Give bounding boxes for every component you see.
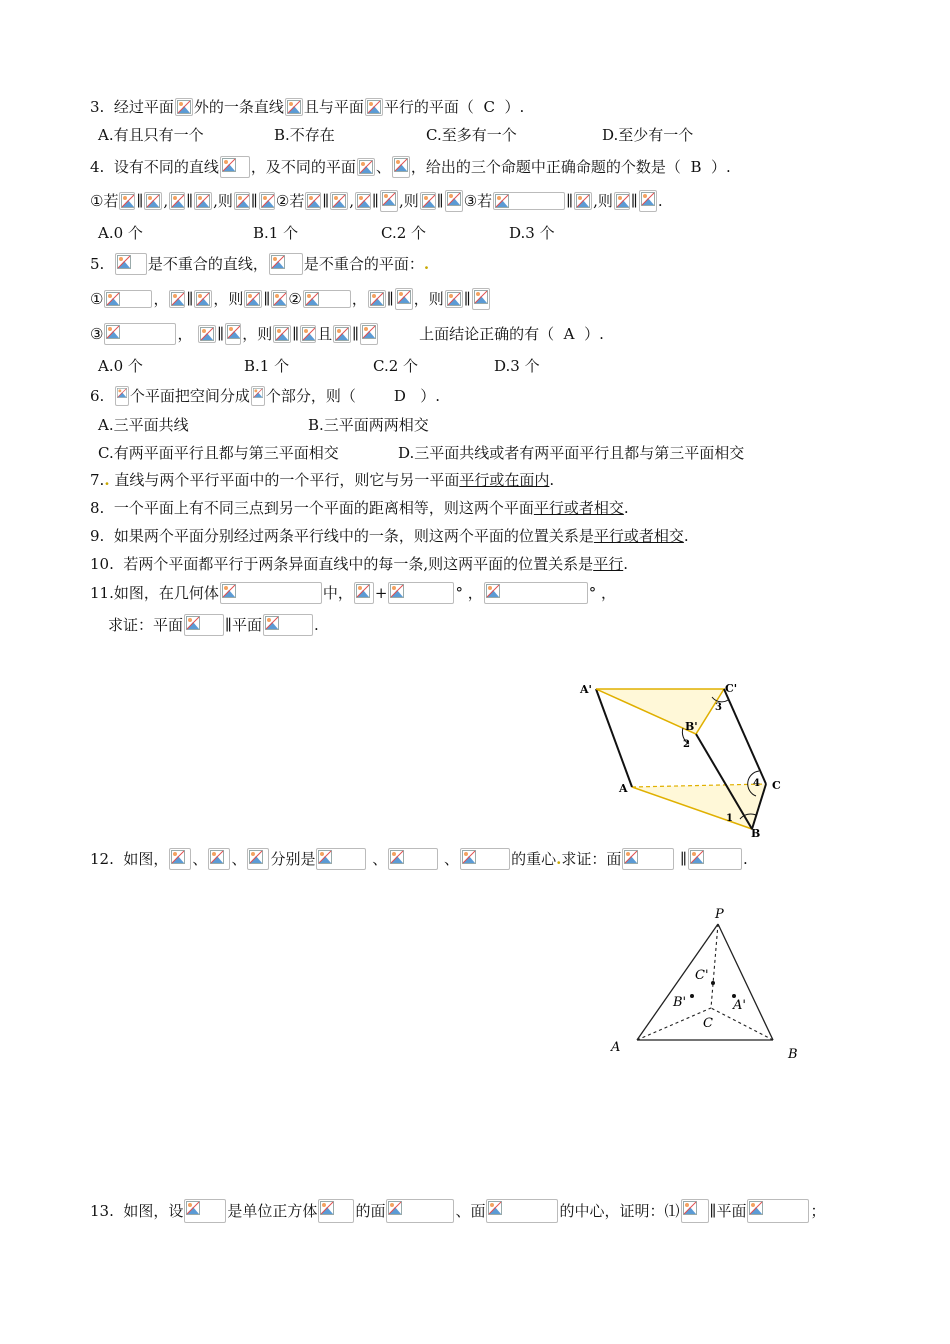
broken-image-icon: [106, 325, 120, 339]
broken-image-icon: [227, 325, 241, 339]
formula-image-placeholder: [484, 582, 588, 604]
label-4: 4: [753, 778, 760, 789]
q3-num: 3.: [90, 98, 105, 116]
broken-image-icon: [397, 290, 411, 304]
q4-option-c: C.2 个: [381, 224, 427, 242]
q5-num: 5.: [90, 255, 105, 273]
q9-num: 9.: [90, 527, 105, 545]
q12-num: 12.: [90, 850, 114, 868]
formula-image-placeholder: [395, 288, 413, 310]
broken-image-icon: [624, 850, 638, 864]
q10-answer: 平行: [593, 555, 624, 573]
q6-option-b: B.三平面两两相交: [308, 416, 429, 434]
formula-image-placeholder: [574, 192, 592, 210]
broken-image-icon: [222, 158, 236, 172]
broken-image-icon: [249, 850, 263, 864]
broken-image-icon: [186, 616, 200, 630]
formula-image-placeholder: [303, 290, 351, 308]
broken-image-icon: [171, 850, 185, 864]
formula-image-placeholder: [639, 190, 657, 212]
q3-option-a: A.有且只有一个: [98, 126, 204, 144]
q6-option-a: A.三平面共线: [98, 416, 189, 434]
formula-image-placeholder: [472, 288, 490, 310]
q8-answer: 平行或者相交: [533, 499, 624, 517]
formula-image-placeholder: [208, 848, 230, 870]
q5-answer: A: [563, 325, 575, 343]
broken-image-icon: [367, 100, 381, 114]
q11-num: 11.: [90, 584, 114, 602]
formula-image-placeholder: [460, 848, 510, 870]
q11-prism-diagram: [575, 672, 790, 842]
broken-image-icon: [318, 850, 332, 864]
broken-image-icon: [307, 194, 321, 208]
formula-image-placeholder: [420, 192, 436, 210]
label-A1: A': [733, 998, 746, 1013]
q3-answer: C: [483, 98, 495, 116]
label-C1: C': [725, 682, 738, 695]
broken-image-icon: [302, 327, 316, 341]
broken-image-icon: [495, 194, 509, 208]
formula-image-placeholder: [388, 582, 454, 604]
formula-image-placeholder: [104, 290, 152, 308]
broken-image-icon: [210, 850, 224, 864]
broken-image-icon: [335, 327, 349, 341]
broken-image-icon: [196, 292, 210, 306]
q6-answer: D: [393, 387, 406, 405]
broken-image-icon: [305, 292, 319, 306]
broken-image-icon: [265, 616, 279, 630]
broken-image-icon: [616, 194, 630, 208]
q6-options-ab: [98, 414, 429, 436]
q3-option-c: C.至多有一个: [426, 126, 517, 144]
broken-image-icon: [236, 194, 250, 208]
broken-image-icon: [246, 292, 260, 306]
q9-answer: 平行或者相交: [593, 527, 684, 545]
formula-image-placeholder: [285, 98, 303, 116]
q5-option-c: C.2 个: [373, 357, 419, 375]
q5-stem: 5. 是不重合的直线， 是不重合的平面： .: [90, 255, 430, 273]
broken-image-icon: [356, 584, 370, 598]
broken-image-icon: [690, 850, 704, 864]
broken-image-icon: [362, 325, 376, 339]
formula-image-placeholder: [119, 192, 135, 210]
label-A1: A': [580, 683, 592, 696]
centroid-B1: [690, 994, 694, 998]
broken-image-icon: [146, 194, 160, 208]
q4-stem: 4. 设有不同的直线 ，及不同的平面 、 ，给出的三个命题中正确命题的个数是（ B ）.: [90, 158, 731, 176]
broken-image-icon: [390, 850, 404, 864]
broken-image-icon: [447, 292, 461, 306]
broken-image-icon: [382, 192, 396, 206]
q12-stem: 12. 如图， 、 、 分别是 、 、 的重心 . 求证：面 ∥ .: [90, 850, 748, 868]
formula-image-placeholder: [330, 192, 348, 210]
formula-image-placeholder: [144, 192, 162, 210]
q3-option-d: D.至少有一个: [602, 126, 694, 144]
q6-option-c: C.有两平面平行且都与第三平面相交: [98, 444, 339, 462]
q11-stem: 11. 如图，在几何体 中， + ° ， ° ，: [90, 584, 617, 602]
stray-mark: .: [423, 255, 430, 273]
formula-image-placeholder: [194, 192, 212, 210]
formula-image-placeholder: [247, 848, 269, 870]
formula-image-placeholder: [198, 325, 216, 343]
broken-image-icon: [388, 1201, 402, 1215]
formula-image-placeholder: [392, 156, 410, 178]
formula-image-placeholder: [354, 582, 374, 604]
broken-image-icon: [186, 1201, 200, 1215]
formula-image-placeholder: [104, 323, 176, 345]
broken-image-icon: [320, 1201, 334, 1215]
broken-image-icon: [474, 290, 488, 304]
q13-num: 13.: [90, 1202, 114, 1220]
formula-image-placeholder: [380, 190, 398, 212]
broken-image-icon: [273, 292, 287, 306]
label-C: C: [772, 779, 781, 792]
broken-image-icon: [394, 158, 408, 172]
formula-image-placeholder: [747, 1199, 809, 1223]
formula-image-placeholder: [360, 323, 378, 345]
broken-image-icon: [749, 1201, 763, 1215]
formula-image-placeholder: [220, 582, 322, 604]
q4-answer: B: [690, 158, 702, 176]
formula-image-placeholder: [259, 192, 275, 210]
broken-image-icon: [200, 327, 214, 341]
formula-image-placeholder: [493, 192, 565, 210]
formula-image-placeholder: [622, 848, 674, 870]
edge-AA1: [596, 689, 632, 787]
formula-image-placeholder: [486, 1199, 558, 1223]
formula-image-placeholder: [169, 192, 185, 210]
q9: 9. 如果两个平面分别经过两条平行线中的一条，则这两个平面的位置关系是 平行或者相交 .: [90, 527, 689, 545]
broken-image-icon: [177, 100, 191, 114]
formula-image-placeholder: [386, 1199, 454, 1223]
formula-image-placeholder: [234, 192, 250, 210]
broken-image-icon: [462, 850, 476, 864]
label-B: B: [751, 827, 761, 840]
formula-image-placeholder: [271, 290, 287, 308]
formula-image-placeholder: [300, 325, 316, 343]
label-2: 2: [683, 739, 690, 750]
label-C1: C': [695, 968, 709, 983]
q7-num: 7.: [90, 471, 105, 489]
formula-image-placeholder: [263, 614, 313, 636]
formula-image-placeholder: [316, 848, 366, 870]
formula-image-placeholder: [333, 325, 351, 343]
formula-image-placeholder: [445, 290, 463, 308]
q12-tetrahedron-diagram: [605, 902, 805, 1064]
broken-image-icon: [357, 194, 371, 208]
broken-image-icon: [275, 327, 289, 341]
formula-image-placeholder: [445, 190, 463, 212]
formula-image-placeholder: [115, 253, 147, 275]
formula-image-placeholder: [225, 323, 241, 345]
top-face: [596, 689, 724, 734]
formula-image-placeholder: [614, 192, 630, 210]
broken-image-icon: [447, 192, 461, 206]
formula-image-placeholder: [388, 848, 438, 870]
edge-CC1: [724, 689, 766, 784]
broken-image-icon: [390, 584, 404, 598]
q3-options: [98, 124, 693, 146]
formula-image-placeholder: [318, 1199, 354, 1223]
q5-statement-1-2: ① ， ∥ ， 则 ∥ ② ， ∥ ， 则 ∥: [90, 288, 491, 310]
q5-option-b: B.1 个: [244, 357, 290, 375]
label-B1: B': [685, 720, 698, 733]
q3-stem: 3. 经过平面 外的一条直线 且与平面 平行的平面（ C ）.: [90, 98, 525, 116]
bottom-face-fill: [632, 784, 766, 829]
label-B: B: [788, 1047, 798, 1062]
label-A: A: [611, 1040, 621, 1055]
q4-option-a: A.0 个: [98, 224, 143, 242]
formula-image-placeholder: [251, 386, 265, 406]
q5-options: [98, 355, 540, 377]
label-1: 1: [726, 813, 733, 824]
formula-image-placeholder: [244, 290, 262, 308]
q10-num: 10.: [90, 555, 114, 573]
q5-statement-3: ③ ， ∥ ， 则 ∥ 且 ∥ 上面结论正确的有（ A ）.: [90, 325, 604, 343]
broken-image-icon: [222, 584, 236, 598]
q8-num: 8.: [90, 499, 105, 517]
broken-image-icon: [106, 292, 120, 306]
broken-image-icon: [261, 194, 275, 208]
edge-PC-hidden: [711, 924, 718, 1008]
q5-option-a: A.0 个: [98, 357, 143, 375]
formula-image-placeholder: [305, 192, 321, 210]
broken-image-icon: [171, 194, 185, 208]
formula-image-placeholder: [115, 386, 129, 406]
label-P: P: [715, 907, 724, 922]
formula-image-placeholder: [688, 848, 742, 870]
broken-image-icon: [359, 160, 373, 174]
broken-image-icon: [422, 194, 436, 208]
formula-image-placeholder: [273, 325, 291, 343]
broken-image-icon: [683, 1201, 697, 1215]
broken-image-icon: [332, 194, 346, 208]
q11-prove: 求证：平面 ∥ 平面 .: [108, 616, 319, 634]
formula-image-placeholder: [175, 98, 193, 116]
q4-option-b: B.1 个: [253, 224, 299, 242]
formula-image-placeholder: [681, 1199, 709, 1223]
q10: 10. 若两个平面都平行于两条异面直线中的每一条,则这两平面的位置关系是 平行 .: [90, 555, 628, 573]
label-C: C: [703, 1016, 713, 1031]
q3-option-b: B.不存在: [274, 126, 335, 144]
q5-option-d: D.3 个: [494, 357, 540, 375]
broken-image-icon: [117, 388, 127, 398]
broken-image-icon: [117, 255, 131, 269]
centroid-C1: [711, 981, 715, 985]
broken-image-icon: [196, 194, 210, 208]
broken-image-icon: [486, 584, 500, 598]
q6-num: 6.: [90, 387, 105, 405]
broken-image-icon: [121, 194, 135, 208]
label-3: 3: [715, 702, 722, 713]
label-B1: B': [673, 995, 687, 1010]
broken-image-icon: [271, 255, 285, 269]
q6-stem: 6. 个平面把空间分成 个部分，则（ D ）.: [90, 387, 441, 405]
broken-image-icon: [370, 292, 384, 306]
formula-image-placeholder: [184, 1199, 226, 1223]
q4-option-d: D.3 个: [509, 224, 555, 242]
label-A: A: [619, 782, 628, 795]
formula-image-placeholder: [169, 290, 185, 308]
formula-image-placeholder: [355, 192, 371, 210]
q13-stem: 13. 如图，设 是单位正方体 的面 、面 的中心，证明： ⑴ ∥ 平面 ；: [90, 1199, 825, 1223]
broken-image-icon: [576, 194, 590, 208]
broken-image-icon: [488, 1201, 502, 1215]
broken-image-icon: [253, 388, 263, 398]
q8: 8. 一个平面上有不同三点到另一个平面的距离相等，则这两个平面 平行或者相交 .: [90, 499, 629, 517]
q7: 7. . 直线与两个平行平面中的一个平行，则它与另一平面 平行或在面内 .: [90, 471, 555, 489]
formula-image-placeholder: [269, 253, 303, 275]
broken-image-icon: [171, 292, 185, 306]
formula-image-placeholder: [365, 98, 383, 116]
q7-answer: 平行或在面内: [459, 471, 550, 489]
broken-image-icon: [641, 192, 655, 206]
formula-image-placeholder: [220, 156, 250, 178]
formula-image-placeholder: [357, 158, 375, 176]
q6-option-d: D.三平面共线或者有两平面平行且都与第三平面相交: [398, 444, 745, 462]
broken-image-icon: [287, 100, 301, 114]
formula-image-placeholder: [194, 290, 212, 308]
formula-image-placeholder: [368, 290, 386, 308]
q4-num: 4.: [90, 158, 105, 176]
formula-image-placeholder: [169, 848, 191, 870]
q4-options: [98, 222, 555, 244]
q6-options-cd: [98, 442, 744, 464]
edge-PB: [718, 924, 773, 1040]
formula-image-placeholder: [184, 614, 224, 636]
q4-statements: ① 若 ∥ , ∥ , 则 ∥ ② 若 ∥ , ∥ , 则 ∥ ③ 若 ∥ , 则 ∥ .: [90, 192, 663, 210]
